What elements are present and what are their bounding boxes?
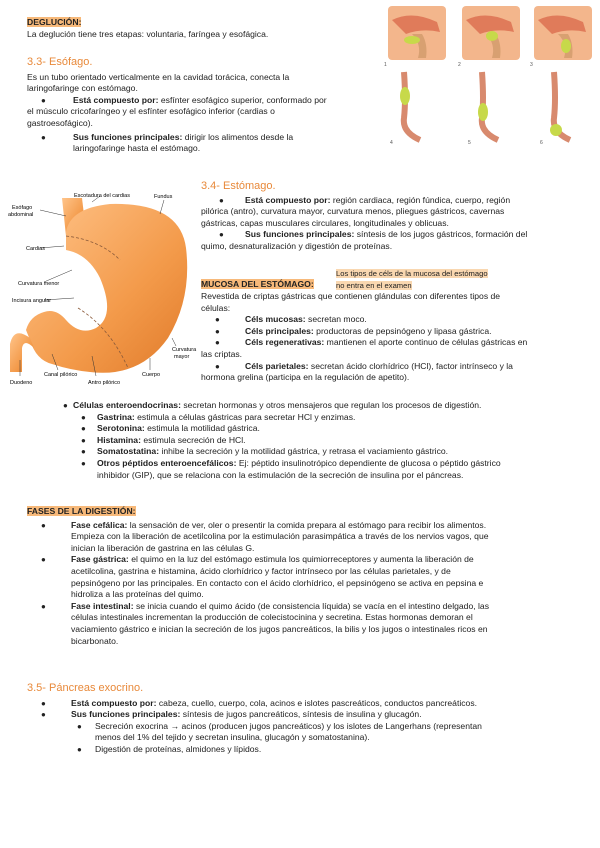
text: Ej: péptido insulinotrópico dependiente de glucosa o péptido gástrico — [236, 457, 501, 468]
text: síntesis de jugos pancreáticos, síntesis de insulina y glucagón. — [180, 709, 422, 720]
text: gástricas, capas musculares circulares, longitudinales y oblicuas. — [201, 217, 449, 228]
text: estimula a células gástricas para secretar HCl y enzimas. — [134, 411, 356, 422]
label-canal: Canal pilórico — [44, 372, 78, 378]
mucosa-intro: células: — [201, 302, 231, 313]
text: hormona grelina (participa en la regulación de apetito). — [201, 372, 410, 383]
label: Otros péptidos enteroencefálicos: — [97, 457, 237, 468]
label: Céls regenerativas: — [245, 337, 325, 348]
stage-number: 1 — [384, 62, 387, 68]
text: dirigir los alimentos desde la — [182, 131, 294, 142]
label-curvatura-mayor: Curvatura — [172, 347, 197, 353]
mucosa-heading-row — [201, 279, 314, 291]
bullet-icon: ● — [215, 326, 220, 336]
text: mantienen el aporte continuo de células gástricas en — [324, 337, 528, 348]
swallow-stage-4 — [400, 72, 420, 140]
stomach-shape — [26, 204, 190, 373]
text: esfínter esofágico superior, conformado por — [158, 94, 327, 105]
pancreas-sub-2 — [27, 744, 583, 756]
bullet-icon: ● — [81, 458, 86, 468]
label: Serotonina: — [97, 423, 145, 434]
mucosa-section — [201, 291, 573, 384]
stomach-illustration — [0, 188, 200, 390]
cell-parietales — [201, 361, 573, 384]
text: vaciamiento gástrico e inician la secreción de los jugos pancreáticos, la bilis y los jugos o intestinales ricos en — [71, 623, 488, 634]
swallow-stage-3 — [534, 6, 592, 60]
stage-number: 5 — [468, 140, 471, 146]
bullet-icon: ● — [41, 520, 46, 530]
esofago-heading: 3.3- Esófago. — [27, 56, 93, 68]
text: Empieza con la liberación de acetilcolina por la estimulación parasimpática a través de los nervios vagos, que — [71, 531, 489, 542]
mucosa-heading: MUCOSA DEL ESTÓMAGO: — [201, 279, 314, 289]
bullet-icon: ● — [41, 95, 46, 105]
text: el quimo en la luz del estómago estimula los quimiorreceptores y aumenta la liberación de — [128, 554, 474, 565]
text: secretan moco. — [305, 314, 367, 325]
label: Fase cefálica: — [71, 519, 128, 530]
label-curvatura-menor: Curvatura menor — [18, 281, 60, 287]
text: quimo, desnaturalización y digestión de proteínas. — [201, 240, 393, 251]
text: células intestinales incrementan la producción de colecistocinina y secretina. Estas hormonas demoran el — [71, 612, 473, 623]
text: la sensación de ver, oler o presentir la comida prepara al estómago para recibir los alimentos. — [127, 519, 487, 530]
swallow-stage-1 — [388, 6, 446, 60]
text: laringofaringe hasta el estómago. — [73, 143, 201, 154]
text: Secreción exocrina → acinos (producen jugos pancreáticos) y los islotes de Langerhans (representan — [95, 720, 482, 731]
deglucion-section — [27, 17, 268, 40]
stage-number: 6 — [540, 140, 543, 146]
esofago-section — [27, 57, 367, 155]
label: Sus funciones principales: — [73, 131, 183, 142]
hormone-gastrina — [51, 412, 581, 424]
label: Céls parietales: — [245, 360, 309, 371]
estomago-section — [201, 181, 571, 253]
fase-intestinal — [27, 601, 583, 647]
label: Fase intestinal: — [71, 600, 134, 611]
fases-heading: FASES DE LA DIGESTIÓN: — [27, 506, 136, 516]
esofago-intro-line: Es un tubo orientado verticalmente en la cavidad torácica, conecta la — [27, 71, 290, 82]
label-escotadura: Escotadura del cardias — [74, 193, 130, 199]
pancreas-heading: 3.5- Páncreas exocrino. — [27, 682, 144, 694]
label-cardias: Cardias — [26, 246, 45, 252]
text: pilórica (antro), curvatura mayor, curvatura menos, pliegues gástricos, cavernas — [201, 206, 505, 217]
swallowing-stages-illustration — [382, 0, 600, 148]
label-curvatura-mayor: mayor — [174, 354, 190, 360]
text: acetilcolina, gastrina e histamina, ácido clorhídrico y factor intrínseco por las células parietales, y de — [71, 565, 451, 576]
stomach-figure — [0, 188, 200, 390]
fase-gastrica — [27, 554, 583, 600]
text: cabeza, cuello, cuerpo, cola, acinos e islotes pascreáticos, conductos pancreáticos. — [156, 697, 478, 708]
note-text: no entra en el examen — [336, 280, 412, 290]
label-esofago: Esófago — [12, 205, 33, 211]
label: Céls principales: — [245, 325, 314, 336]
bullet-icon: ● — [41, 601, 46, 611]
text: Digestión de proteínas, almidones y lípidos. — [95, 743, 262, 754]
duodenum-shape — [10, 333, 34, 372]
text: productoras de pepsinógeno y lipasa gástrica. — [313, 325, 492, 336]
text: hidroliza a las proteínas del quimo. — [71, 589, 204, 600]
swallowing-figure — [382, 0, 600, 148]
bullet-icon: ● — [77, 721, 82, 731]
label-cuerpo: Cuerpo — [142, 372, 161, 378]
text: estimula secreción de HCl. — [140, 434, 246, 445]
text: las criptas. — [201, 348, 243, 359]
hormone-somatostatina — [51, 446, 581, 458]
text: gastroesofágico). — [27, 117, 93, 128]
bullet-icon: ● — [81, 424, 86, 434]
fase-cefalica — [27, 520, 583, 555]
bullet-icon: ● — [215, 315, 220, 325]
note-text: Los tipos de céls de la mucosa del estómago — [336, 269, 488, 278]
esofago-bullet-1 — [27, 95, 367, 130]
label: Sus funciones principales: — [71, 709, 181, 720]
deglucion-text: La deglución tiene tres etapas: voluntaria, faríngea y esofágica. — [27, 28, 269, 39]
hormone-serotonina — [51, 423, 581, 435]
bullet-icon: ● — [219, 195, 224, 205]
swallow-stage-2 — [462, 6, 520, 60]
deglucion-heading: DEGLUCIÓN: — [27, 17, 82, 27]
text: se inicia cuando el quimo ácido (de consistencia líquida) se vacía en el intestino delgado, las — [133, 600, 489, 611]
bullet-icon: ● — [81, 412, 86, 422]
text: secretan ácido clorhídrico (HCl), factor intrínseco y la — [308, 360, 513, 371]
stage-number: 2 — [458, 62, 461, 68]
label-abdominal: abdominal — [8, 212, 34, 218]
mucosa-intro: Revestida de criptas gástricas que contienen glándulas con diferentes tipos de — [201, 291, 501, 301]
label-antro: Antro pilórico — [88, 380, 121, 386]
text: menos del 1% del tejido y secretan insulina, glucagón y somatostanina). — [95, 732, 370, 743]
text: el músculo cricofaríngeo y el esfínter esofágico inferior (cardias o — [27, 106, 275, 117]
label-duodeno: Duodeno — [10, 380, 33, 386]
pancreas-sub-1 — [27, 721, 583, 744]
label: Céls mucosas: — [245, 314, 306, 325]
esofago-intro-line: laringofaringe con estómago. — [27, 83, 138, 94]
text: secretan hormonas y otros mensajeros que regulan los procesos de digestión. — [180, 400, 482, 410]
label: Gastrina: — [97, 411, 135, 422]
text: bicarbonato. — [71, 635, 119, 646]
bullet-icon: ● — [41, 698, 46, 708]
swallow-stage-6 — [550, 72, 570, 140]
cell-mucosas — [201, 314, 573, 326]
label: Está compuesto por: — [245, 194, 331, 205]
text: región cardiaca, región fúndica, cuerpo, región — [330, 194, 511, 205]
text: inician la liberación de gastrina en las células G. — [71, 542, 255, 553]
bullet-icon: ● — [219, 230, 224, 240]
text: síntesis de los jugos gástricos, formación del — [354, 229, 528, 240]
bullet-icon: ● — [41, 132, 46, 142]
enteroendocrinas-section — [51, 400, 581, 481]
cell-regenerativas — [201, 337, 573, 360]
cell-enteroendocrinas — [51, 400, 581, 412]
bullet-icon: ● — [41, 555, 46, 565]
label: Histamina: — [97, 434, 141, 445]
stage-number: 4 — [390, 140, 393, 146]
hormone-histamina — [51, 435, 581, 447]
bullet-icon: ● — [81, 447, 86, 457]
esofago-intro — [27, 72, 367, 95]
pancreas-bullet-1 — [27, 698, 583, 710]
bullet-icon: ● — [41, 710, 46, 720]
fases-section — [27, 506, 583, 647]
bullet-icon: ● — [215, 338, 220, 348]
cell-principales — [201, 326, 573, 338]
pancreas-section — [27, 683, 583, 756]
estomago-bullet-2 — [201, 229, 571, 252]
stage-number: 3 — [530, 62, 533, 68]
bullet-icon: ● — [215, 361, 220, 371]
mucosa-note — [336, 268, 510, 291]
estomago-bullet-1 — [201, 195, 571, 230]
bullet-icon: ● — [63, 401, 68, 410]
label: Células enteroendocrinas: — [73, 400, 181, 410]
label-fundus: Fundus — [154, 194, 173, 200]
pancreas-bullet-2 — [27, 709, 583, 721]
swallow-stage-5 — [478, 72, 498, 140]
bullet-icon: ● — [77, 744, 82, 754]
esofago-bullet-2 — [27, 132, 367, 155]
text: pepsinógeno por las principales. En contacto con el ácido clorhídrico, el pepsinógeno se activa en pepsina e — [71, 577, 484, 588]
label-incisura: Incisura angular — [12, 298, 52, 304]
text: inhibe la secreción y la motilidad gástrica, y retrasa el vaciamiento gástrico. — [159, 446, 449, 457]
label: Está compuesto por: — [71, 697, 157, 708]
estomago-heading: 3.4- Estómago. — [201, 180, 276, 192]
label: Está compuesto por: — [73, 94, 159, 105]
bullet-icon: ● — [81, 435, 86, 445]
text: estimula la motilidad gástrica. — [144, 423, 260, 434]
text: inhibidor (GIP), que se relaciona con la estimulación de la secreción de insulina por el páncreas. — [97, 469, 464, 480]
label: Sus funciones principales: — [245, 229, 355, 240]
hormone-otros — [51, 458, 581, 481]
label: Fase gástrica: — [71, 554, 129, 565]
label: Somatostatina: — [97, 446, 160, 457]
